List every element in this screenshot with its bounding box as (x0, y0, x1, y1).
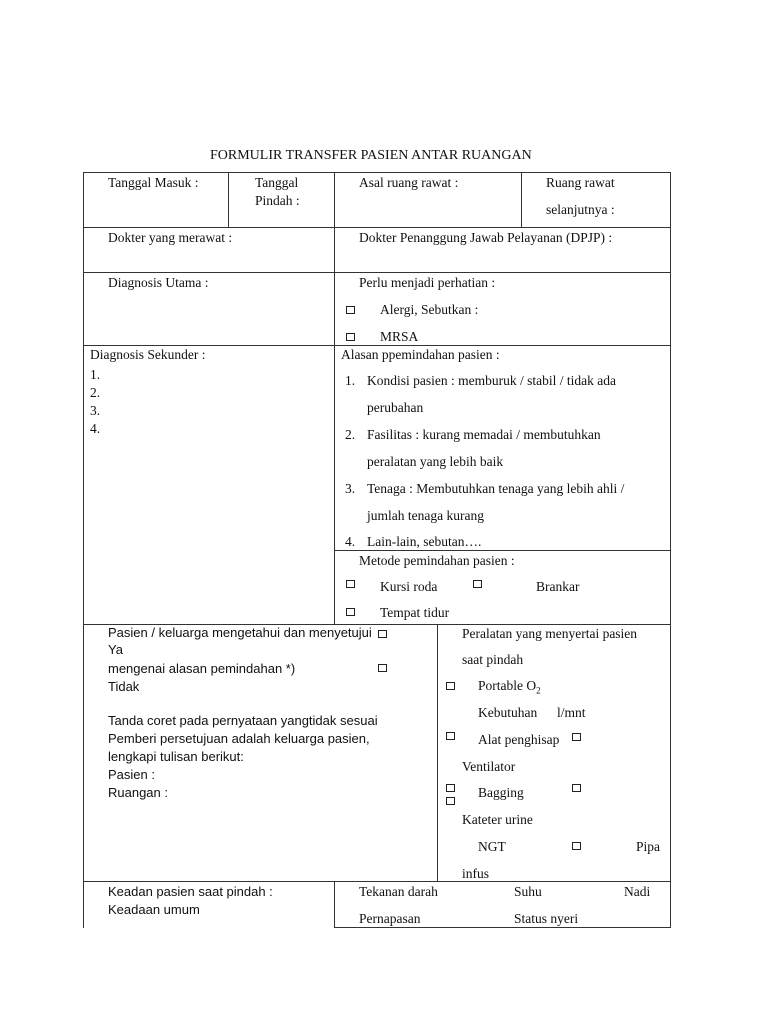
table-divider (521, 172, 522, 227)
suhu-label: Suhu (514, 884, 542, 899)
tidak-label: Tidak (108, 679, 140, 694)
list-item: 3. (90, 403, 101, 418)
lmnt-label: l/mnt (557, 705, 586, 720)
reason-text: Lain-lain, sebutan…. (367, 534, 482, 549)
keadaan-label: Keadan pasien saat pindah : (108, 884, 273, 899)
mrsa-checkbox[interactable] (346, 333, 355, 341)
reason-text: peralatan yang lebih baik (367, 454, 504, 469)
portable-o2-checkbox[interactable] (446, 682, 455, 690)
bagging-checkbox[interactable] (446, 784, 455, 792)
reason-number: 2. (345, 427, 356, 442)
peralatan-label: saat pindah (462, 652, 524, 667)
kebutuhan-label: Kebutuhan (478, 705, 538, 720)
tanggal-masuk-label: Tanggal Masuk : (108, 175, 199, 190)
note-text: Tanda coret pada pernyataan yangtidak sesuai (108, 713, 378, 728)
reason-text: Tenaga : Membutuhkan tenaga yang lebih ahli / (367, 481, 625, 496)
tempat-tidur-label: Tempat tidur (380, 605, 450, 620)
alasan-label: Alasan ppemindahan pasien : (341, 347, 500, 362)
table-rule (83, 881, 671, 882)
reason-text: Fasilitas : kurang memadai / membutuhkan (367, 427, 601, 442)
brankar-label: Brankar (536, 579, 580, 594)
tempat-tidur-checkbox[interactable] (346, 608, 355, 616)
ruangan-label: Ruangan : (108, 785, 168, 800)
pipa-label: Pipa (636, 839, 661, 854)
ventilator-label: Ventilator (462, 759, 516, 774)
reason-text: jumlah tenaga kurang (367, 508, 484, 523)
penghisap-checkbox[interactable] (446, 732, 455, 740)
reason-number: 3. (345, 481, 356, 496)
note-text: Pemberi persetujuan adalah keluarga pasien, (108, 731, 370, 746)
o2-subscript: 2 (536, 685, 541, 696)
pasien-label: Pasien : (108, 767, 155, 782)
ventilator-checkbox[interactable] (572, 733, 581, 741)
list-item: 4. (90, 421, 101, 436)
persetujuan-text: mengenai alasan pemindahan *) (108, 661, 296, 676)
kateter-urine-checkbox[interactable] (572, 784, 581, 792)
persetujuan-text: Pasien / keluarga mengetahui dan menyetujui (108, 625, 372, 640)
kursi-roda-checkbox[interactable] (346, 580, 355, 588)
tekanan-darah-label: Tekanan darah (359, 884, 438, 899)
peralatan-label: Peralatan yang menyertai pasien (462, 626, 638, 641)
diagnosis-sekunder-label: Diagnosis Sekunder : (90, 347, 206, 362)
nadi-label: Nadi (624, 884, 651, 899)
tidak-checkbox[interactable] (378, 664, 387, 672)
table-rule (83, 227, 671, 228)
ngt-label: NGT (478, 839, 506, 854)
reason-number: 4. (345, 534, 356, 549)
kursi-roda-label: Kursi roda (380, 579, 438, 594)
pernapasan-label: Pernapasan (359, 911, 421, 926)
brankar-checkbox[interactable] (473, 580, 482, 588)
table-rule (334, 550, 671, 551)
table-border-right (670, 172, 671, 928)
alergi-label: Alergi, Sebutkan : (380, 302, 479, 317)
ruang-rawat-label: Ruang rawat (546, 175, 615, 190)
diagnosis-utama-label: Diagnosis Utama : (108, 275, 209, 290)
reason-text: Kondisi pasien : memburuk / stabil / tidak ada (367, 373, 616, 388)
reason-text: perubahan (367, 400, 424, 415)
status-nyeri-label: Status nyeri (514, 911, 579, 926)
portable-o2-text: Portable O (478, 678, 537, 693)
keadaan-umum-label: Keadaan umum (108, 902, 200, 917)
infus-label: infus (462, 866, 489, 881)
note-text: lengkapi tulisan berikut: (108, 749, 244, 764)
penghisap-label: Alat penghisap (478, 732, 560, 747)
ya-label: Ya (108, 642, 123, 657)
perhatian-label: Perlu menjadi perhatian : (359, 275, 496, 290)
table-divider (334, 172, 335, 624)
table-divider (437, 624, 438, 881)
list-item: 1. (90, 367, 101, 382)
asal-ruang-label: Asal ruang rawat : (359, 175, 459, 190)
table-border-left (83, 172, 84, 928)
kateter-checkbox[interactable] (446, 797, 455, 805)
bagging-label: Bagging (478, 785, 524, 800)
table-rule (334, 927, 671, 928)
table-border-top (83, 172, 671, 173)
mrsa-label: MRSA (380, 329, 419, 344)
metode-label: Metode pemindahan pasien : (359, 553, 515, 568)
table-rule (83, 345, 671, 346)
list-item: 2. (90, 385, 101, 400)
table-rule (83, 272, 671, 273)
tanggal-pindah-label: Pindah : (255, 193, 300, 208)
dokter-merawat-label: Dokter yang merawat : (108, 230, 233, 245)
tanggal-pindah-label: Tanggal (255, 175, 299, 190)
kateter-label: Kateter urine (462, 812, 533, 827)
alergi-checkbox[interactable] (346, 306, 355, 314)
table-divider (334, 881, 335, 928)
table-divider (228, 172, 229, 227)
ngt-checkbox[interactable] (572, 842, 581, 850)
portable-o2-label (478, 679, 541, 697)
reason-number: 1. (345, 373, 356, 388)
ruang-rawat-label: selanjutnya : (546, 202, 615, 217)
ya-checkbox[interactable] (378, 630, 387, 638)
form-title: FORMULIR TRANSFER PASIEN ANTAR RUANGAN (210, 148, 532, 163)
dpjp-label: Dokter Penanggung Jawab Pelayanan (DPJP) : (359, 230, 613, 245)
